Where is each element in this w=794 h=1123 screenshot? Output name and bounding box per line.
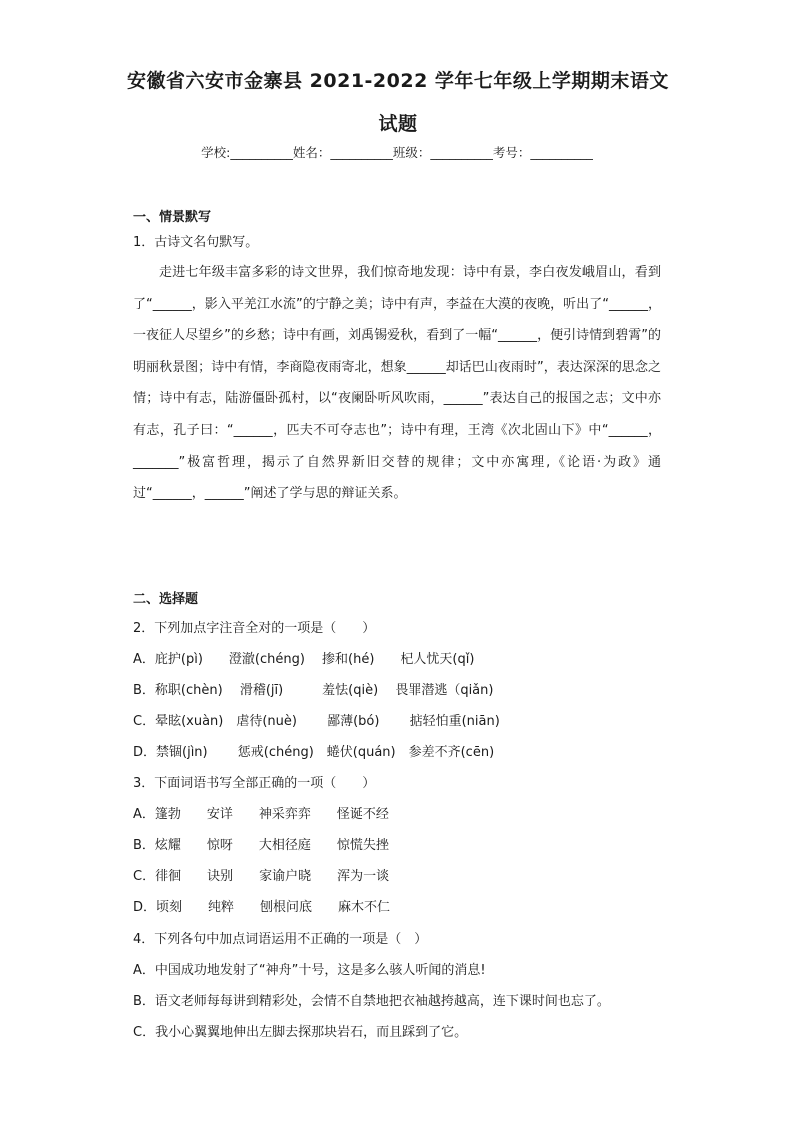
section-heading-choice: 二、选择题: [133, 592, 199, 607]
question-2-stem: 2．下列加点字注音全对的一项是（ ）: [133, 621, 376, 636]
question-2-option-d: D．禁锢(jìn) 惩戒(chéng) 蜷伏(quán) 参差不齐(cēn): [133, 745, 495, 760]
question-2-option-c: C．晕眩(xuàn) 虐待(nuè) 鄙薄(bó) 掂轻怕重(niān): [133, 714, 500, 729]
question-4-option-c: C．我小心翼翼地伸出左脚去探那块岩石，而且踩到了它。: [133, 1025, 468, 1040]
question-3-option-d: D．顷刻 纯粹 刨根问底 麻木不仁: [133, 900, 391, 915]
question-4-stem: 4．下列各句中加点词语运用不正确的一项是（ ）: [133, 932, 428, 947]
question-3-option-b: B．炫耀 惊呀 大相径庭 惊慌失挫: [133, 838, 389, 853]
question-3-stem: 3．下面词语书写全部正确的一项（ ）: [133, 776, 376, 791]
question-3-option-a: A．篷勃 安详 神采弈弈 怪诞不经: [133, 807, 389, 822]
question-2-option-b: B．称职(chèn) 滑稽(jī) 羞怯(qiè) 畏罪潜逃（qiǎn): [133, 683, 494, 698]
question-3-option-c: C．徘徊 诀别 家谕户晓 浑为一谈: [133, 869, 390, 884]
question-1-stem: 1．古诗文名句默写。: [133, 235, 259, 250]
question-1-paragraph: 走进七年级丰富多彩的诗文世界，我们惊奇地发现：诗中有景，李白夜发峨眉山，看到了“______，影入平羌江水流”的宁静之美；诗中有声，李益在大漠的夜晚，听出了“______，一夜征人尽望乡”的乡愁；诗中有画，刘禹锡爱秋，看到了一幅“______，便引诗情到碧霄”的明丽秋景图；诗中有情，李商隐夜雨寄北，想象______却话巴山夜雨时”，表达深深的思念之情；诗中有志，陆游僵卧孤村，以“夜阑卧听风吹雨，______”表达自己的报国之志；文中亦有志，孔子曰：“______，匹夫不可夺志也”；诗中有理，王湾《次北固山下》中“______，_______”极富哲理，揭示了自然界新旧交替的规律；文中亦寓理,《论语·为政》通过“______，______”阐述了学与思的辩证关系。: [133, 265, 661, 502]
question-4-option-b: B．语文老师每每讲到精彩处，会情不自禁地把衣袖越挎越高，连下课时间也忘了。: [133, 994, 610, 1009]
section-heading-recitation: 一、情景默写: [133, 210, 212, 225]
student-info-line: 学校:__________姓名：__________班级：__________考号：__________: [201, 145, 593, 160]
question-2-option-a: A．庇护(pì) 澄澈(chéng) 掺和(hé) 杞人忧天(qǐ): [133, 652, 475, 667]
question-4-option-a: A．中国成功地发射了“神舟”十号，这是多么骇人听闻的消息!: [133, 963, 486, 978]
exam-title-continued: 试题: [378, 113, 418, 135]
exam-title: 安徽省六安市金寨县 2021-2022 学年七年级上学期期末语文: [127, 70, 669, 92]
